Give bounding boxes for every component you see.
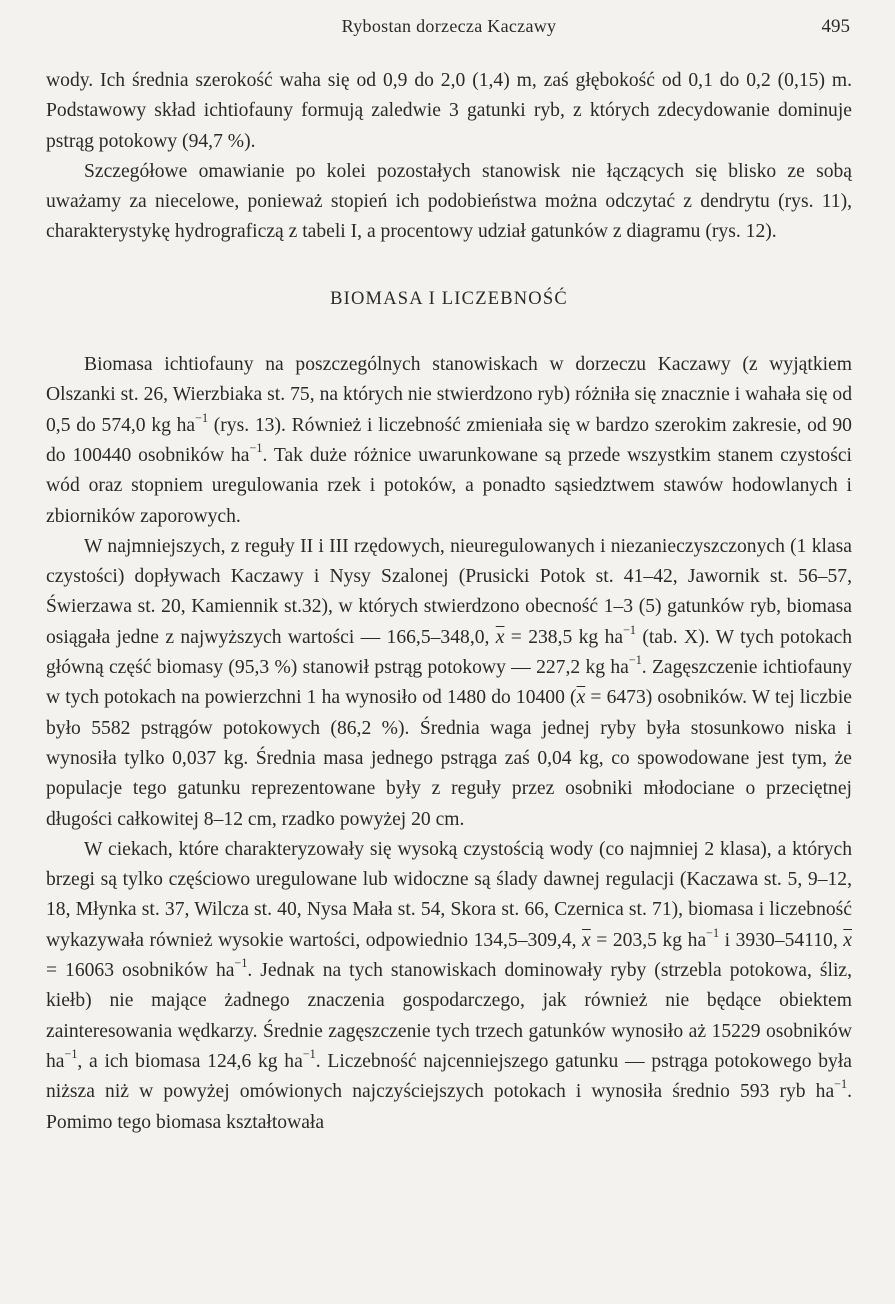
mean-symbol: $\overline{x}$ [495, 626, 505, 648]
superscript: −1 [234, 956, 248, 971]
mean-symbol: $\overline{x}$ [582, 929, 591, 951]
running-title: Rybostan dorzecza Kaczawy [341, 16, 557, 36]
paragraph-4-text: . Zagęszczenie ichtiofauny w tych potokach na powierzchni 1 ha wynosiło od 1480 do 10400 ( [46, 657, 852, 709]
superscript: −1 [834, 1077, 848, 1092]
paragraph-2 [46, 157, 852, 248]
paragraph-5-text: . Pomimo tego biomasa kształtowała [46, 1081, 852, 1133]
superscript: −1 [706, 925, 720, 940]
paragraph-5-text: . Jednak na tych stanowiskach dominowały ryby (strzebla potokowa, śliz, kiełb) nie mające żadnego znaczenia gospodarczego, jak również nie będące obiektem zainteresowania wędkarzy. Średnie zagęszczenie tych trzech gatunków wynosiło aż 15229 osobników ha [46, 960, 852, 1072]
paragraph-5-text: i 3930–54110, [719, 929, 844, 951]
superscript: −1 [64, 1047, 78, 1062]
paragraph-2-text: Szczegółowe omawianie po kolei pozostałych stanowisk nie łączących się blisko ze sobą uważamy za niecelowe, ponieważ stopień ich podobieństwa można odczytać z dendrytu (rys. 11), charakterystykę hydrograficzą z tabeli I, a procentowy udział gatunków z diagramu (rys. 12). [46, 160, 852, 243]
paragraph-5-text: = 203,5 kg ha [590, 929, 707, 951]
page-number: 495 [821, 16, 850, 37]
paragraph-4-text: = 6473) osobników. W tej liczbie było 5582 pstrągów potokowych (86,2 %). Średnia waga jednej ryby była stosunkowo niska i wynosiła tylko 0,037 kg. Średnia masa jednego pstrąga zaś 0,04 kg, co spowodowane jest tym, że populacje tego gatunku reprezentowane były z reguły przez osobniki młodociane o przeciętnej długości całkowitej 8–12 cm, rzadko powyżej 20 cm. [46, 687, 852, 830]
paragraph-5-text: W ciekach, które charakteryzowały się wysoką czystością wody (co najmniej 2 klasa), a których brzegi są tylko częściowo uregulowane lub widoczne są ślady dawnej regulacji (Kaczawa st. 5, 9–12, 18, Młynka st. 37, Wilcza st. 40, Nysa Mała st. 54, Skora st. 66, Czernica st. 71), biomasa i liczebność wykazywała również wysokie wartości, odpowiednio 134,5–309,4, [46, 838, 852, 951]
paragraph-3-text: (rys. 13). Również i liczebność zmieniała się w bardzo szerokim zakresie, od 90 do 100440 osobników ha [46, 414, 852, 466]
mean-symbol: $\overline{x}$ [843, 929, 852, 951]
paragraph-3 [46, 350, 852, 532]
page-header [46, 16, 852, 44]
superscript: −1 [628, 653, 642, 668]
paragraph-1 [46, 66, 852, 157]
paragraph-4-text: W najmniejszych, z reguły II i III rzędowych, nieuregulowanych i niezanieczyszczonych (1 klasa czystości) dopływach Kaczawy i Nysy Szalonej (Prusicki Potok st. 41–42, Jawornik st. 56–57, Świerzawa st. 20, Kamiennik st.32), w których stwierdzono obecność 1–3 (5) gatunków ryb, biomasa osiągała jedne z najwyższych wartości — 166,5–348,0, [46, 535, 852, 648]
paragraph-3-text: Biomasa ichtiofauny na poszczególnych stanowiskach w dorzeczu Kaczawy (z wyjątkiem Olszanki st. 26, Wierzbiaka st. 75, na których nie stwierdzono ryb) różniła się znacznie i wahała się od 0,5 do 574,0 kg ha [46, 354, 852, 436]
paragraph-4-text: = 238,5 kg ha [504, 626, 624, 648]
superscript: −1 [195, 410, 209, 425]
paragraph-5-text: . Liczebność najcenniejszego gatunku — pstrąga potokowego była niższa niż w powyżej omówionych najczyściejszych potokach i wynosiła średnio 593 ryb ha [46, 1050, 852, 1103]
paragraph-5-text: = 16063 osobników ha [46, 960, 235, 982]
paragraph-4-text: (tab. X). W tych potokach główną część biomasy (95,3 %) stanowił pstrąg potokowy — 227,2 kg ha [46, 626, 852, 679]
paragraph-1-text: wody. Ich średnia szerokość waha się od 0,9 do 2,0 (1,4) m, zaś głębokość od 0,1 do 0,2 (0,15) m. Podstawowy skład ichtiofauny formują zaledwie 3 gatunki ryb, z których zdecydowanie dominuje pstrąg potokowy (94,7 %). [46, 70, 852, 152]
paragraph-5 [46, 835, 852, 1138]
superscript: −1 [623, 623, 636, 638]
body-text [46, 66, 852, 1138]
superscript: −1 [302, 1047, 316, 1062]
paragraph-4 [46, 532, 852, 835]
superscript: −1 [249, 441, 263, 456]
paragraph-5-text: , a ich biomasa 124,6 kg ha [77, 1050, 303, 1072]
paragraph-3-text: . Tak duże różnice uwarunkowane są przede wszystkim stanem czystości wód oraz stopniem uregulowania rzek i potoków, a ponadto sąsiedztwem stawów hodowlanych i zbiorników zaporowych. [46, 444, 852, 527]
mean-symbol: $\overline{x}$ [576, 687, 586, 709]
section-heading: BIOMASA I LICZEBNOŚĆ [330, 288, 568, 309]
